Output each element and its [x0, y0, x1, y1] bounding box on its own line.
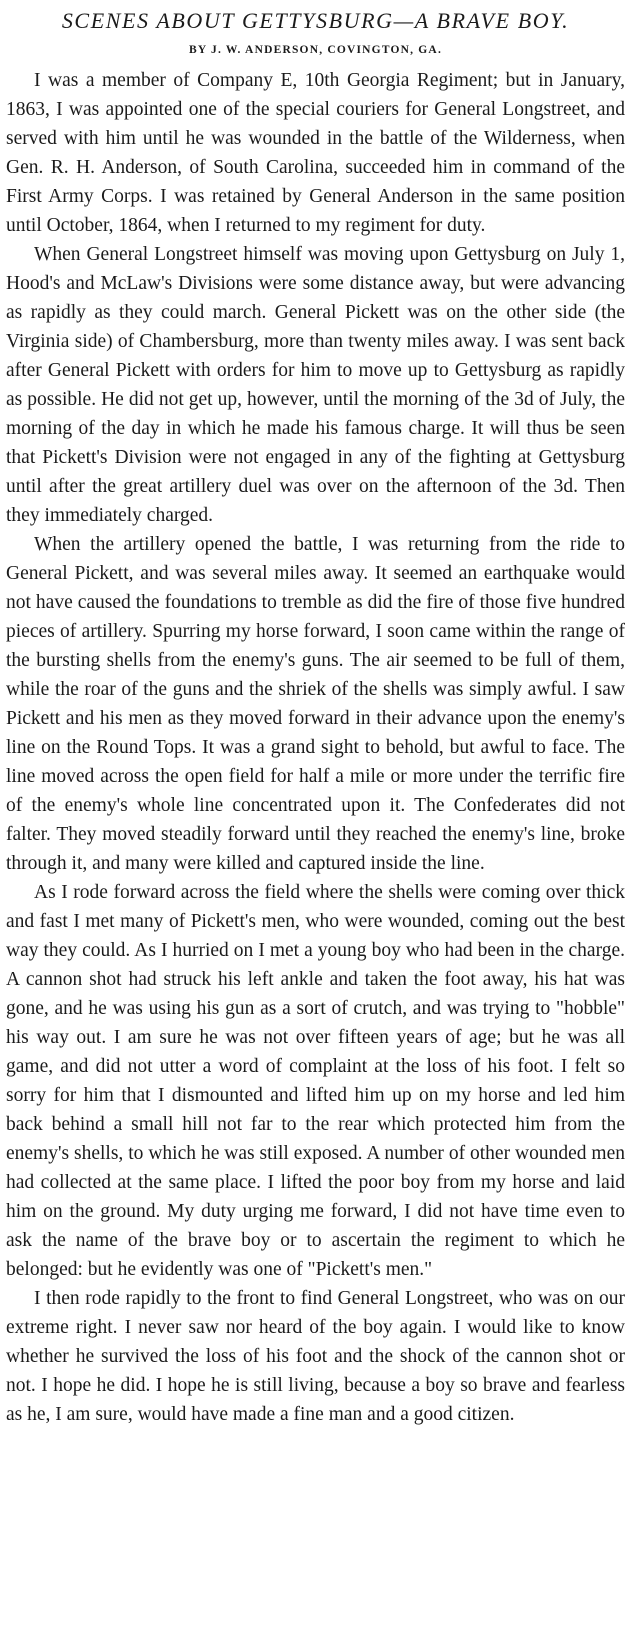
article-title: SCENES ABOUT GETTYSBURG—A BRAVE BOY. — [61, 8, 570, 33]
paragraph-2: When General Longstreet himself was moving upon Gettysburg on July 1, Hood's and McLaw's Divisions were some distance away, but were advancing as rapidly as they could march. General Pickett was on the other side (the Virginia side) of Chambersburg, more than twenty miles away. I was sent back after General Pickett with orders for him to move up to Gettysburg as rapidly as possible. He did not get up, however, until the morning of the 3d of July, the morning of the day in which he made his famous charge. It will thus be seen that Pickett's Division were not engaged in any of the fighting at Gettysburg until after the great artillery duel was over on the afternoon of the 3d. Then they immediately charged. — [6, 244, 625, 526]
paragraph-4: As I rode forward across the field where the shells were coming over thick and fast I met many of Pickett's men, who were wounded, coming out the best way they could. As I hurried on I met a young boy who had been in the charge. A cannon shot had struck his left ankle and taken the foot away, his hat was gone, and he was using his gun as a sort of crutch, and was trying to "hobble" his way out. I am sure he was not over fifteen years of age; but he was all game, and did not utter a word of complaint at the loss of his foot. I felt so sorry for him that I dismounted and lifted him up on my horse and led him back behind a small hill not far to the rear which protected him from the enemy's shells, to which he was still exposed. A number of other wounded men had collected at the same place. I lifted the poor boy from my horse and laid him on the ground. My duty urging me forward, I did not have time even to ask the name of the brave boy or to ascertain the regiment to which he belonged: but he evidently was one of "Pickett's men." — [6, 882, 625, 1280]
paragraph-3: When the artillery opened the battle, I was returning from the ride to General Pickett, and was several miles away. It seemed an earthquake would not have caused the foundations to tremble as did the fire of those five hundred pieces of artillery. Spurring my horse forward, I soon came within the range of the bursting shells from the enemy's guns. The air seemed to be full of them, while the roar of the guns and the shriek of the shells was simply awful. I saw Pickett and his men as they moved forward in their advance upon the enemy's line on the Round Tops. It was a grand sight to behold, but awful to face. The line moved across the open field for half a mile or more under the terrific fire of the enemy's whole line concentrated upon it. The Confederates did not falter. They moved steadily forward until they reached the enemy's line, broke through it, and many were killed and captured inside the line. — [6, 534, 625, 874]
article-body — [6, 66, 625, 1429]
paragraph-5: I then rode rapidly to the front to find General Longstreet, who was on our extreme right. I never saw nor heard of the boy again. I would like to know whether he survived the loss of his foot and the shock of the cannon shot or not. I hope he did. I hope he is still living, because a boy so brave and fearless as he, I am sure, would have made a fine man and a good citizen. — [6, 1288, 625, 1425]
article-byline: BY J. W. ANDERSON, COVINGTON, GA. — [188, 44, 443, 56]
paragraph-1: I was a member of Company E, 10th Georgia Regiment; but in January, 1863, I was appointed one of the special couriers for General Longstreet, and served with him until he was wounded in the battle of the Wilderness, when Gen. R. H. Anderson, of South Carolina, succeeded him in command of the First Army Corps. I was retained by General Anderson in the same position until October, 1864, when I returned to my regiment for duty. — [6, 70, 625, 236]
